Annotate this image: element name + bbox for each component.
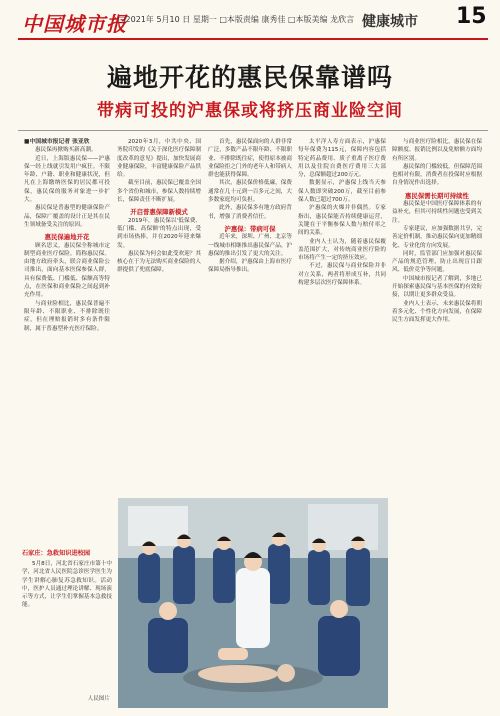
- paragraph: 首先，惠民保面向的人群非常广泛，多数产品不限年龄、不限职业、不排除既往症，使得原本被商业保险拒之门外的老年人和带病人群也能获得保障。: [208, 139, 292, 179]
- newspaper-logo: 中国城市报: [22, 12, 127, 36]
- photo-caption-text: 5月8日，河北省石家庄市第十中学，河北省人民医院急诊医学医生为学生讲解心肺复苏急救知识。活动中，医护人员通过理论讲解、现场演示等方式，让学生们掌握基本急救技能。: [22, 561, 112, 609]
- section-subtitle: 开启普惠保障新模式: [130, 208, 188, 217]
- paragraph: 业内人士认为，随着惠民保覆盖范围扩大，对传统商业医疗险的市场将产生一定的挤压效应。: [298, 238, 386, 262]
- subheadline: 带病可投的沪惠保或将挤压商业险空间: [97, 101, 403, 121]
- paragraph: 2020年3月，中共中央、国务院印发的《关于深化医疗保障制度改革的意见》提出，加快发展商业健康保险，丰富健康保险产品供给。: [117, 139, 201, 179]
- article-column-1: [24, 138, 110, 550]
- paragraph: 其次，惠民保价格低廉，保费通常在几十元到一百多元之间，大多数家庭均可负担。: [208, 180, 292, 204]
- page-number: 15: [456, 4, 487, 29]
- paragraph: 同时，监管部门应加强对惠民保产品的规范管理，防止出现盲目跟风、低价竞争等问题。: [392, 250, 482, 274]
- paragraph: 与商业医疗险相比，惠民保在保障额度、报销比例以及免赔额方面均有所区别。: [392, 139, 482, 162]
- paragraph: 中国城市报记者了解到，多地已开始探索惠民保与基本医保的有效衔接，以期让更多群众受益。: [392, 275, 482, 299]
- paragraph: 据介绍，沪惠保由上海市医疗保障局指导推出。: [208, 259, 292, 274]
- headline: 遍地开花的惠民保靠谱吗: [106, 63, 393, 92]
- cpr-training-illustration: [118, 498, 388, 708]
- news-photo: [118, 498, 388, 708]
- paragraph: 2019年，惠民保以'低保费、低门槛、高保额'的特点出现，受到市场热捧，并在2020年迎来爆发。: [117, 217, 201, 249]
- paragraph: 近日，上海版惠民保——沪惠保一经上线就引发用户疯狂。不限年龄、户籍、职业和健康状况，但凡在上海缴纳医保的居民都可投保，惠民保的服务对象进一步扩大。: [24, 155, 110, 204]
- photo-caption: [22, 548, 112, 704]
- paragraph: 惠民保是中国医疗保障体系的有益补充，但其可持续性问题也受到关注。: [392, 201, 482, 224]
- paragraph: 与商业险相比，惠民保普遍不限年龄、不限职业、不排除既往症，但在理赔报销时多有条件限制，属于普惠型补充医疗保险。: [24, 300, 110, 332]
- article-column-2: [117, 138, 201, 548]
- paragraph: 业内人士表示，未来惠民保将朝着多元化、个性化方向发展，在保障民生方面发挥更大作用。: [392, 300, 482, 324]
- paragraph: 沪惠保的火爆并非偶然。专家指出，惠民保能否持续健康运营，关键在于平衡参保人数与赔付率之间的关系。: [298, 205, 386, 237]
- article-column-4: [298, 138, 386, 550]
- masthead: [0, 0, 500, 42]
- paragraph: 近年来，深圳、广州、北京等一线城市相继推出惠民保产品。沪惠保的推出引发了更大的关注。: [208, 234, 292, 257]
- section-name: 健康城市: [362, 14, 418, 30]
- paragraph: 数据显示，沪惠保上线当天参保人数即突破200万，截至目前参保人数已超过700万。: [298, 180, 386, 204]
- article-column-3: [208, 138, 292, 498]
- paragraph: 惠民保是普惠型的健康保险产品，保障广覆盖的设计正是其在民生领域备受关注的原因。: [24, 205, 110, 228]
- paragraph: 太平洋人寿方面表示，沪惠保每年保费为115元，保障内容包括特定药品费用、质子重离子医疗费用以及住院自费医疗费用三大部分，总保额超过200万元。: [298, 139, 386, 179]
- paragraph: 惠民保的门槛较低，但保障范围也相对有限，消费者在投保时应根据自身情况作出选择。: [392, 163, 482, 187]
- paragraph: 惠民保再掀购买新高潮。: [35, 147, 97, 154]
- section-subtitle: 惠民保遍地开花: [44, 233, 90, 242]
- photo-credit: 人民图片: [87, 696, 110, 702]
- headline-divider: [18, 130, 488, 131]
- header-divider: [18, 38, 488, 40]
- paragraph: 不过，惠民保与商业保险并非对立关系，两者将形成互补，共同构建多层次医疗保障体系。: [298, 263, 386, 287]
- section-subtitle: 惠民保需长期可持续性: [405, 191, 469, 200]
- paragraph: 专家建议，应加强数据共享，完善定价机制，推动惠民保向更加精细化、专业化的方向发展。: [392, 225, 482, 249]
- article-column-5: [392, 138, 482, 708]
- paragraph: 此外，惠民保多有地方政府背书，增强了消费者信任。: [208, 205, 292, 220]
- paragraph: 惠民保为何会如此受欢迎？其核心在于为无法购买商业保险的人群提供了兜底保障。: [117, 250, 201, 274]
- byline: ■中国城市报记者 张亚欣: [24, 139, 90, 145]
- dateline: □2021年 5月10 日 星期一 □本版责编 康秀佳 □本版美编 龙欣言: [118, 15, 355, 24]
- paragraph: 顾名思义，惠民保全称城市定制型商业医疗保险，简称惠民保。由地方政府牵头，联合商业保险公司推出，面向基本医保参保人群，具有保费低、门槛低、保额高等特点，在医保和商业保险之间起到补充作用。: [24, 242, 110, 299]
- paragraph: 截至目前，惠民保已覆盖全国多个省份和城市，参保人数持续增长，保障责任不断扩展。: [117, 180, 201, 204]
- photo-caption-title: 石家庄：急救知识进校园: [22, 550, 91, 557]
- section-subtitle: 沪惠保：带病可保: [224, 224, 276, 233]
